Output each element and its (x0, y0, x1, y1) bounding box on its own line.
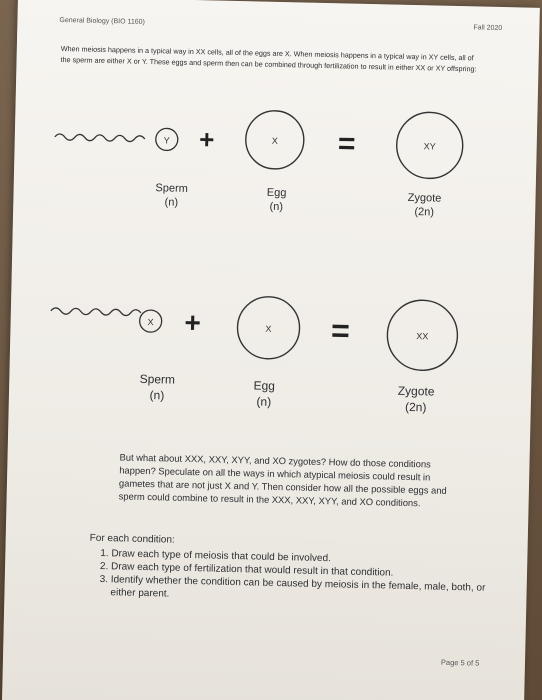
zygote-label: Zygote (2n) (407, 191, 442, 219)
conditions-list (88, 532, 489, 608)
sperm-label: Sperm (n) (155, 182, 189, 209)
course-header: General Biology (BIO 1160) (59, 16, 145, 26)
egg-chromosome: X (265, 323, 272, 334)
term-header: Fall 2020 (473, 24, 503, 32)
egg-chromosome: X (271, 135, 278, 146)
list-item: 3. Identify whether the condition can be caused by meiosis in the female, male, both, or either parent. (110, 573, 488, 608)
zygote-chromosomes: XX (416, 331, 429, 342)
fertilization-diagram-xy (14, 96, 536, 188)
plus-sign: + (198, 124, 215, 155)
egg-label: Egg (n) (253, 378, 276, 409)
conditions-heading: For each condition: (89, 532, 175, 546)
sperm-label: Sperm (n) (139, 371, 176, 403)
equals-sign: = (330, 312, 351, 349)
zygote-chromosomes: XY (423, 141, 436, 152)
fertilization-diagram-xx (10, 280, 532, 382)
worksheet-page (2, 0, 540, 700)
sperm-tail (55, 134, 145, 142)
equals-sign: = (337, 127, 356, 161)
page-number: Page 5 of 5 (440, 657, 480, 668)
egg-label: Egg (n) (266, 186, 287, 214)
question-paragraph: But what about XXX, XXY, XYY, and XO zygotes? How do those conditions happen? Speculate on all the ways in which atypical meiosis could result in gametes that are not just X and Y. Then consider how all the possible eggs and sperm could combine to result in the XXX, XXY, XYY, and XO conditions. (118, 451, 447, 509)
sperm-tail (51, 308, 141, 316)
intro-paragraph: When meiosis happens in a typical way in XX cells, all of the eggs are X. When meiosis happens in a typical way in XY cells, all of the sperm are either X or Y. These eggs and sperm then can be combined through fertilization to result in either XX or XY offspring: (60, 43, 477, 74)
sperm-chromosome: X (147, 317, 154, 328)
list-item: 2. Draw each type of fertilization that would result in that condition. (111, 560, 489, 582)
sperm-chromosome: Y (163, 135, 170, 146)
list-item: 1. Draw each type of meiosis that could be involved. (111, 547, 489, 569)
zygote-label: Zygote (2n) (397, 383, 435, 415)
plus-sign: + (184, 306, 202, 339)
